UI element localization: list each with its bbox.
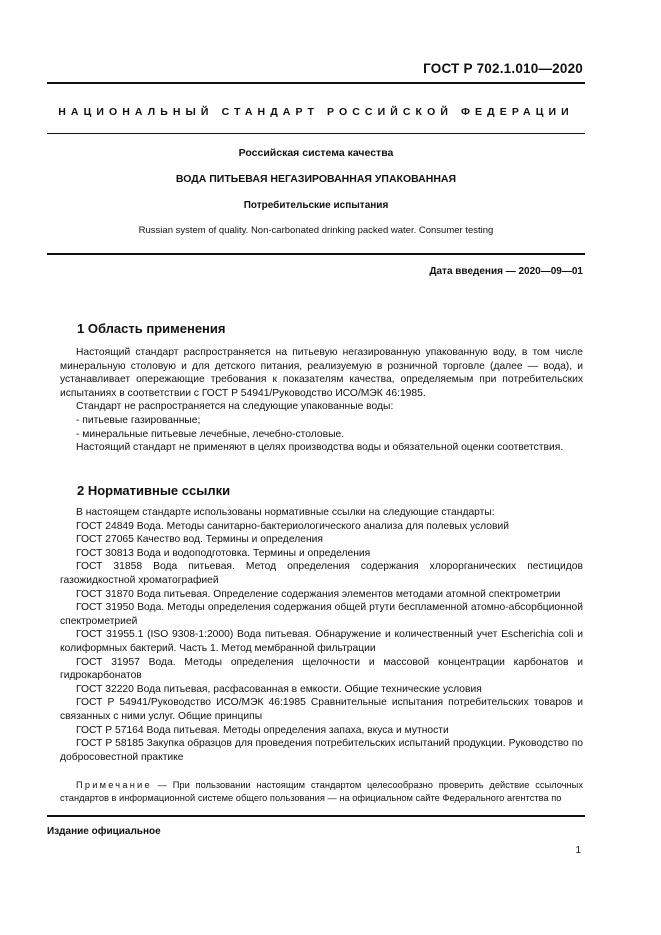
note-label: Примечание xyxy=(76,780,152,790)
reference-item: ГОСТ 31858 Вода питьевая. Метод определения содержания хлорорганических пестицидов газожидкостной хроматографией xyxy=(60,561,583,586)
note-block xyxy=(60,779,583,805)
reference-item: ГОСТ Р 58185 Закупка образцов для проведения потребительских испытаний продукции. Руководство по добросовестной практике xyxy=(60,738,583,763)
paragraph: В настоящем стандарте использованы нормативные ссылки на следующие стандарты: xyxy=(76,507,495,518)
document-title: ВОДА ПИТЬЕВАЯ НЕГАЗИРОВАННАЯ УПАКОВАННАЯ xyxy=(175,173,457,185)
note-text: — При пользовании настоящим стандартом целесообразно проверить действие ссылочных стандартов в информационной системе общего пользования — на официальном сайте Федерального агентства по xyxy=(60,780,583,803)
page-number: 1 xyxy=(575,845,581,856)
top-rule xyxy=(47,82,585,84)
paragraph: Стандарт не распространяется на следующие упакованные воды: xyxy=(76,401,394,413)
reference-item: ГОСТ 27065 Качество вод. Термины и определения xyxy=(76,534,323,546)
reference-item: ГОСТ 31957 Вода. Методы определения щелочности и массовой концентрации карбонатов и гидрокарбонатов xyxy=(60,656,583,682)
title-rule xyxy=(47,253,585,255)
section-1-body xyxy=(60,346,583,455)
paragraph: Настоящий стандарт не применяют в целях производства воды и обязательной оценки соответствия. xyxy=(76,442,564,454)
national-standard-banner: НАЦИОНАЛЬНЫЙ СТАНДАРТ РОССИЙСКОЙ ФЕДЕРАЦИИ xyxy=(58,106,574,118)
reference-item: ГОСТ Р 54941/Руководство ИСО/МЭК 46:1985 Сравнительные испытания потребительских товаров и связанных с ними услуг. Общие принципы xyxy=(60,697,583,722)
reference-item: ГОСТ 31870 Вода питьевая. Определение содержания элементов методами атомной спектрометрии xyxy=(76,588,561,600)
reference-item: ГОСТ 24849 Вода. Методы санитарно-бактериологического анализа для полевых условий xyxy=(76,520,509,532)
reference-item: ГОСТ 32220 Вода питьевая, расфасованная в емкости. Общие технические условия xyxy=(76,683,482,695)
official-edition-label: Издание официальное xyxy=(47,826,161,837)
reference-item: ГОСТ Р 57164 Вода питьевая. Методы определения запаха, вкуса и мутности xyxy=(76,724,449,736)
quality-system-title: Российская система качества xyxy=(238,147,394,159)
note-paragraph xyxy=(60,779,583,805)
standard-code: ГОСТ Р 702.1.010—2020 xyxy=(423,61,583,76)
section-2-heading: 2 Нормативные ссылки xyxy=(77,483,231,498)
list-item: - минеральные питьевые лечебные, лечебно-столовые. xyxy=(76,428,345,440)
reference-item: ГОСТ 31950 Вода. Методы определения содержания общей ртути беспламенной атомно-абсорбционной спектрометрией xyxy=(60,602,583,627)
section-2-body xyxy=(60,506,583,764)
paragraph: Настоящий стандарт распространяется на питьевую негазированную упакованную воду, в том числе минеральную столовую и для детского питания, реализуемую в розничной торговле (далее — вода), и устанавливает опережающие требования к показателям качества, определяемым при потребительских испытаниях в соответствии с ГОСТ Р 54941/Руководство ИСО/МЭК 46:1985. xyxy=(60,347,583,399)
english-title: Russian system of quality. Non-carbonated drinking packed water. Consumer testing xyxy=(138,225,494,236)
section-1-heading: 1 Область применения xyxy=(77,321,226,336)
reference-item: ГОСТ 30813 Вода и водоподготовка. Термины и определения xyxy=(76,547,371,559)
list-item: - питьевые газированные; xyxy=(76,414,201,426)
document-subtitle: Потребительские испытания xyxy=(243,200,389,211)
banner-rule xyxy=(47,133,585,134)
reference-item: ГОСТ 31955.1 (ISO 9308-1:2000) Вода питьевая. Обнаружение и количественный учет Escherichia coli и колиформных бактерий. Часть 1. Метод мембранной фильтрации xyxy=(60,629,583,654)
effective-date: Дата введения — 2020—09—01 xyxy=(429,266,583,277)
footer-rule xyxy=(47,815,585,817)
